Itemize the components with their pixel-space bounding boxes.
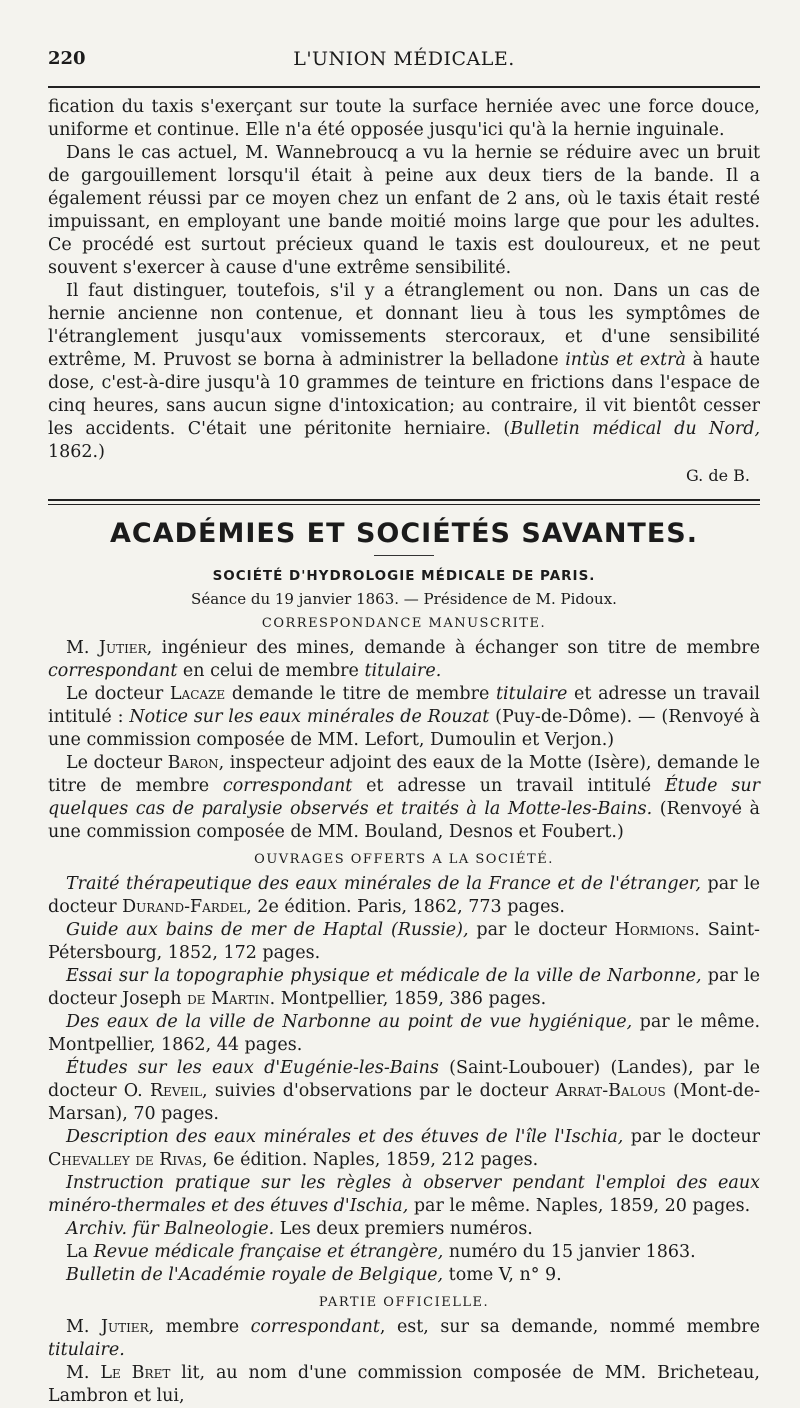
paragraph: Le docteur Lacaze demande le titre de membre titulaire et adresse un travail intitulé : Notice sur les eaux minérales de Rouzat (Puy-de-Dôme). — (Renvoyé à une commission composée de MM. Lefort, Dumoulin et Verjon.) bbox=[48, 684, 760, 750]
title-underline bbox=[374, 555, 434, 556]
page-number: 220 bbox=[48, 48, 86, 69]
list-item: Archiv. für Balneologie. Les deux premiers numéros. bbox=[66, 1219, 533, 1239]
subheading-ouvrages: OUVRAGES OFFERTS A LA SOCIÉTÉ. bbox=[254, 852, 554, 867]
list-item: Traité thérapeutique des eaux minérales de la France et de l'étranger, par le docteur Durand-Fardel, 2e édition. Paris, 1862, 773 pages. bbox=[48, 874, 760, 917]
page-header bbox=[48, 48, 760, 76]
list-item: Instruction pratique sur les règles à observer pendant l'emploi des eaux minéro-thermales et des étuves d'Ischia, par le même. Naples, 1859, 20 pages. bbox=[48, 1173, 760, 1216]
signature: G. de B. bbox=[685, 466, 750, 485]
page-body bbox=[48, 96, 760, 1408]
header-rule bbox=[48, 86, 760, 88]
book-list bbox=[48, 873, 760, 1287]
paragraph: Dans le cas actuel, M. Wannebroucq a vu la hernie se réduire avec un bruit de gargouillement lorsqu'il était à peine aux deux tiers de la bande. Il a également réussi par ce moyen chez un enfant de 2 ans, où le taxis était resté impuissant, en employant une bande moitié moins large que pour les adultes. Ce procédé est surtout précieux quand le taxis est douloureux, et ne peut souvent s'exercer à cause d'une extrême sensibilité. bbox=[48, 143, 760, 278]
paragraph: Le docteur Baron, inspecteur adjoint des eaux de la Motte (Isère), demande le titre de membre correspondant et adresse un travail intitulé Étude sur quelques cas de paralysie observés et traités à la Motte-les-Bains. (Renvoyé à une commission composée de MM. Bouland, Desnos et Foubert.) bbox=[48, 753, 760, 842]
list-item: Essai sur la topographie physique et médicale de la ville de Narbonne, par le docteur Joseph de Martin. Montpellier, 1859, 386 pages. bbox=[48, 966, 760, 1009]
list-item: Guide aux bains de mer de Haptal (Russie), par le docteur Hormions. Saint-Pétersbourg, 1852, 172 pages. bbox=[48, 920, 760, 963]
list-item: Des eaux de la ville de Narbonne au point de vue hygiénique, par le même. Montpellier, 1862, 44 pages. bbox=[48, 1012, 761, 1055]
section-title: ACADÉMIES ET SOCIÉTÉS SAVANTES. bbox=[110, 518, 698, 549]
list-item: Études sur les eaux d'Eugénie-les-Bains (Saint-Loubouer) (Landes), par le docteur O. Reveil, suivies d'observations par le docteur Arrat-Balous (Mont-de-Marsan), 70 pages. bbox=[48, 1058, 760, 1124]
section-divider bbox=[48, 499, 760, 505]
paragraph: fication du taxis s'exerçant sur toute la surface herniée avec une force douce, uniforme et continue. Elle n'a été opposée jusqu'ici qu'à la hernie inguinale. bbox=[48, 97, 760, 140]
paragraph: M. Jutier, ingénieur des mines, demande à échanger son titre de membre correspondant en celui de membre titulaire. bbox=[48, 638, 760, 681]
paragraph: M. Jutier, membre correspondant, est, sur sa demande, nommé membre titulaire. bbox=[48, 1317, 760, 1360]
running-title: L'UNION MÉDICALE. bbox=[293, 48, 515, 70]
session-line: Séance du 19 janvier 1863. — Présidence de M. Pidoux. bbox=[191, 590, 617, 608]
subheading-correspondance: CORRESPONDANCE MANUSCRITE. bbox=[261, 616, 547, 631]
list-item: Bulletin de l'Académie royale de Belgique, tome V, n° 9. bbox=[66, 1265, 562, 1285]
list-item: La Revue médicale française et étrangère, numéro du 15 janvier 1863. bbox=[66, 1242, 696, 1262]
list-item: Description des eaux minérales et des étuves de l'île l'Ischia, par le docteur Chevalley de Rivas, 6e édition. Naples, 1859, 212 pages. bbox=[48, 1127, 760, 1170]
subheading-officielle: PARTIE OFFICIELLE. bbox=[318, 1295, 490, 1310]
paragraph: M. Le Bret lit, au nom d'une commission composée de MM. Bricheteau, Lambron et lui, bbox=[48, 1363, 760, 1406]
society-heading: SOCIÉTÉ D'HYDROLOGIE MÉDICALE DE PARIS. bbox=[212, 568, 596, 584]
paragraph: Il faut distinguer, toutefois, s'il y a étranglement ou non. Dans un cas de hernie ancienne non contenue, et donnant lieu à tous les symptômes de l'étranglement jusqu'aux vomissements stercoraux, et d'une sensibilité extrême, M. Pruvost se borna à administrer la belladone intùs et extrà à haute dose, c'est-à-dire jusqu'à 10 grammes de teinture en frictions dans l'espace de cinq heures, sans aucun signe d'intoxication; au contraire, il vit bientôt cesser les accidents. C'était une péritonite herniaire. (Bulletin médical du Nord, 1862.) bbox=[48, 281, 761, 462]
